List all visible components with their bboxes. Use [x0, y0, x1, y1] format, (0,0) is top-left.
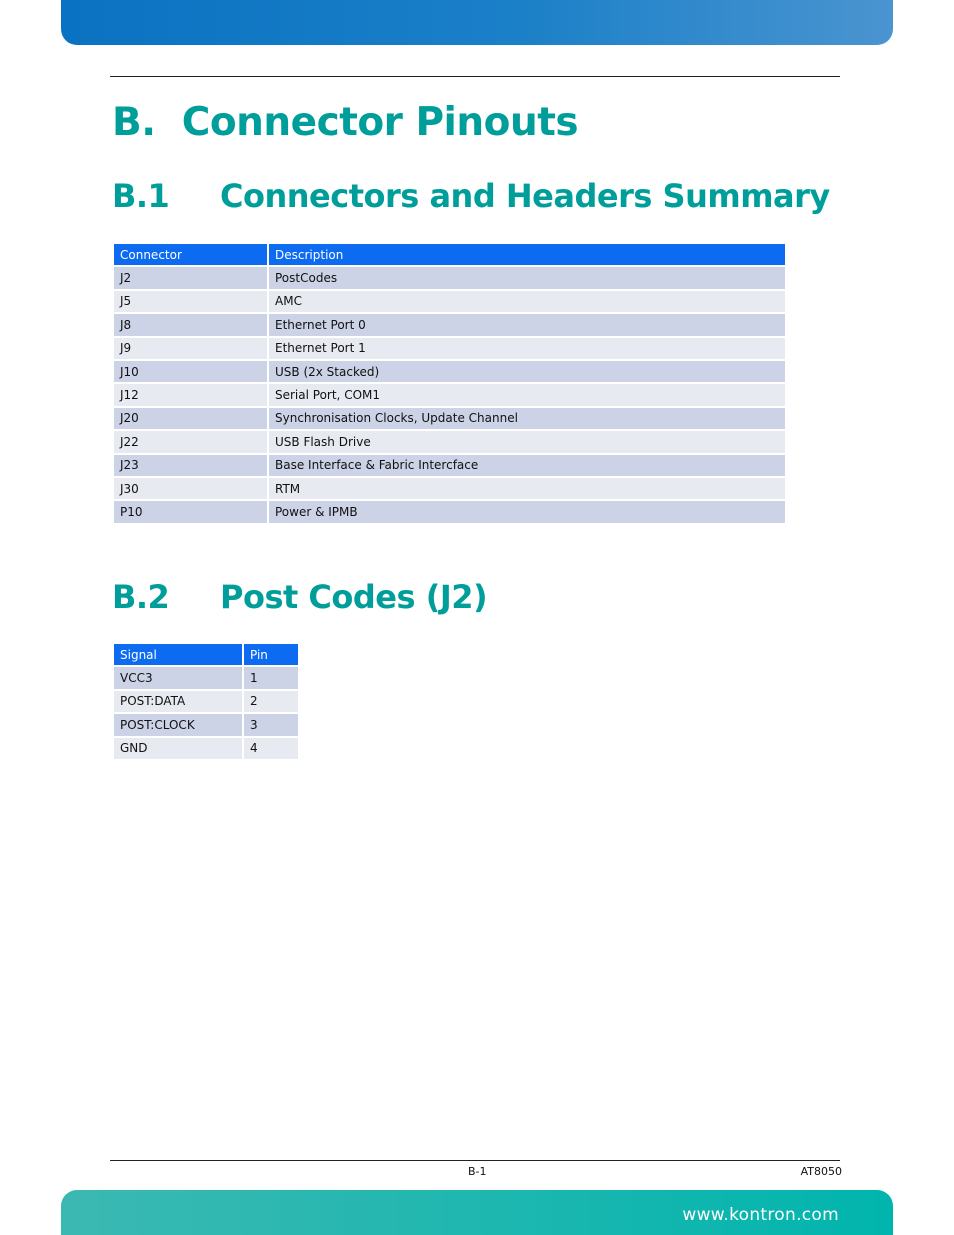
table-header-row — [114, 244, 785, 265]
table-cell: Ethernet Port 1 — [269, 338, 785, 359]
table-cell: Ethernet Port 0 — [269, 314, 785, 335]
table-cell: P10 — [114, 501, 267, 522]
table-row — [114, 267, 785, 288]
table-row — [114, 314, 785, 335]
table-cell: RTM — [269, 478, 785, 499]
header-band — [61, 0, 893, 45]
table-cell: GND — [114, 738, 242, 759]
column-header-pin: Pin — [244, 644, 298, 665]
table-row — [114, 667, 298, 688]
table-cell: USB Flash Drive — [269, 431, 785, 452]
column-header-description: Description — [269, 244, 785, 265]
table-header-row — [114, 644, 298, 665]
table-cell: POST:DATA — [114, 691, 242, 712]
table-cell: 3 — [244, 714, 298, 735]
header-rule — [110, 76, 840, 77]
table-cell: Power & IPMB — [269, 501, 785, 522]
table-body — [114, 267, 785, 522]
table-row — [114, 738, 298, 759]
document-id: AT8050 — [800, 1165, 842, 1178]
footer-band — [61, 1190, 893, 1235]
table-cell: USB (2x Stacked) — [269, 361, 785, 382]
table-cell: J8 — [114, 314, 267, 335]
section-title: Connectors and Headers Summary — [220, 177, 830, 215]
section-number: B.1 — [112, 177, 170, 215]
post-codes-table — [112, 642, 300, 761]
table-row — [114, 384, 785, 405]
table-row — [114, 478, 785, 499]
table-cell: Serial Port, COM1 — [269, 384, 785, 405]
table-cell: J23 — [114, 455, 267, 476]
table-cell: PostCodes — [269, 267, 785, 288]
connectors-summary-table — [112, 242, 787, 525]
footer-rule — [110, 1160, 840, 1161]
section-heading-summary — [112, 177, 830, 215]
column-header-connector: Connector — [114, 244, 267, 265]
column-header-signal: Signal — [114, 644, 242, 665]
section-heading-post-codes — [112, 578, 487, 616]
section-title: Post Codes (J2) — [220, 578, 488, 616]
table-cell: 1 — [244, 667, 298, 688]
table-body — [114, 667, 298, 759]
website-link[interactable]: www.kontron.com — [682, 1205, 839, 1225]
page-number: B-1 — [468, 1165, 487, 1178]
table-cell: J9 — [114, 338, 267, 359]
table-row — [114, 714, 298, 735]
table-row — [114, 408, 785, 429]
table-row — [114, 431, 785, 452]
table-row — [114, 501, 785, 522]
table-row — [114, 691, 298, 712]
table-cell: J5 — [114, 291, 267, 312]
chapter-title: B. Connector Pinouts — [112, 100, 579, 145]
table-row — [114, 291, 785, 312]
table-cell: 2 — [244, 691, 298, 712]
table-cell: J12 — [114, 384, 267, 405]
table-cell: AMC — [269, 291, 785, 312]
table-cell: Synchronisation Clocks, Update Channel — [269, 408, 785, 429]
table-cell: POST:CLOCK — [114, 714, 242, 735]
table-cell: J2 — [114, 267, 267, 288]
table-row — [114, 338, 785, 359]
table-cell: J30 — [114, 478, 267, 499]
table-cell: J10 — [114, 361, 267, 382]
table-cell: Base Interface & Fabric Intercface — [269, 455, 785, 476]
table-cell: 4 — [244, 738, 298, 759]
table-cell: J20 — [114, 408, 267, 429]
table-cell: VCC3 — [114, 667, 242, 688]
table-cell: J22 — [114, 431, 267, 452]
table-row — [114, 455, 785, 476]
section-number: B.2 — [112, 578, 170, 616]
table-row — [114, 361, 785, 382]
